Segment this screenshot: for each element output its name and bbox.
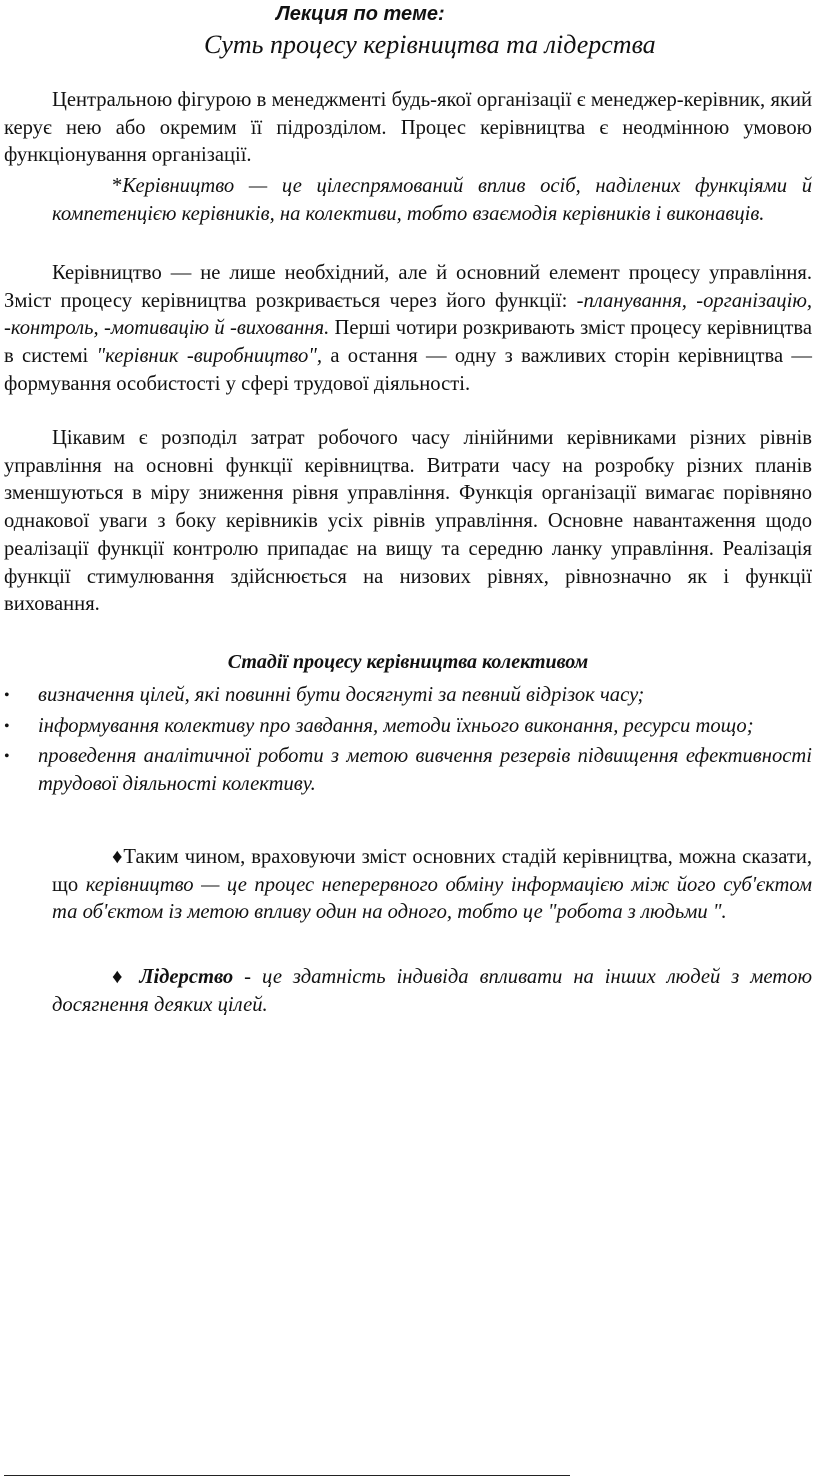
bullet-icon: • (4, 748, 10, 766)
functions-list-text: планування, -організацію, -контроль, -мотивацію й -виховання. (4, 289, 812, 340)
lecture-label: Лекция по теме: (276, 3, 445, 25)
diamond-icon: ♦ (112, 966, 140, 988)
leadership-paragraph (52, 964, 812, 1019)
time-distribution-paragraph: Цікавим є розподіл затрат робочого часу лінійними керівниками різних рівнів управління на основні функції керівництва. Витрати часу на розробку різних планів зменшуються в міру зниження рівня управління. Функція організації вимагає порівняно однакової уваги з боку керівників усіх рівнів управління. Основне навантаження щодо реалізації функції контролю припадає на вищу та середню ланку управління. Реалізація функції стимулювання здійснюється на низових рівнях, рівнозначно як і функції виховання. (4, 427, 812, 616)
functions-paragraph-part2: Перші чотири розкривають зміст процесу керівництва в системі (4, 317, 812, 368)
leadership-text: - це здатність індивіда впливати на інших людей з метою досягнення деяких цілей. (52, 966, 812, 1016)
lecture-topic: Суть процесу керівництва та лідерства (204, 30, 656, 59)
bullet-icon: • (4, 717, 10, 735)
footnote-divider (4, 1475, 570, 1476)
stage-text: інформування колективу про завдання, методи їхнього виконання, ресурси тощо; (38, 714, 754, 737)
asterisk-marker: * (112, 175, 123, 197)
conclusion-prefix: Таким чином, враховуючи зміст основних стадій керівництва, можна сказати, що (52, 846, 812, 896)
diamond-icon: ♦ (112, 846, 124, 868)
stage-text: проведення аналітичної роботи з метою вивчення резервів підвищення ефективності трудової діяльності колективу. (38, 745, 812, 796)
functions-paragraph-part3: а остання — одну з важливих сторін керівництва — формування особистості у сфері трудової діяльності. (4, 345, 812, 395)
list-item (4, 743, 812, 798)
functions-paragraph-part1: Керівництво — не лише необхідний, але й основний елемент процесу управління. Зміст процесу керівництва розкривається через його функції: - (4, 262, 812, 312)
list-item (4, 713, 812, 741)
system-quote: "керівник -виробництво", (96, 345, 323, 368)
stage-text: визначення цілей, які повинні бути досягнуті за певний відрізок часу; (38, 684, 645, 706)
conclusion-paragraph (52, 844, 812, 927)
intro-paragraph: Центральною фігурою в менеджменті будь-якої організації є менеджер-керівник, який керує нею або окремим її підрозділом. Процес керівництва є неодмінною умовою функціонування організації. (4, 89, 812, 167)
bullet-icon: • (4, 687, 10, 704)
functions-paragraph (4, 260, 812, 399)
definition-text: Керівництво — це цілеспрямований вплив осіб, наділених функціями й компетенцією керівників, на колективи, тобто взаємодія керівників і виконавців. (52, 175, 812, 225)
stages-list (4, 682, 812, 802)
list-item (4, 682, 812, 710)
conclusion-text: керівництво — це процес неперервного обміну інформацією між його суб'єктом та об'єктом із метою впливу один на одного, тобто це "робота з людьми ". (52, 873, 812, 924)
definition-paragraph (52, 173, 812, 228)
stages-heading: Стадії процесу керівництва колективом (227, 651, 589, 673)
leadership-term: Лідерство (139, 966, 234, 988)
